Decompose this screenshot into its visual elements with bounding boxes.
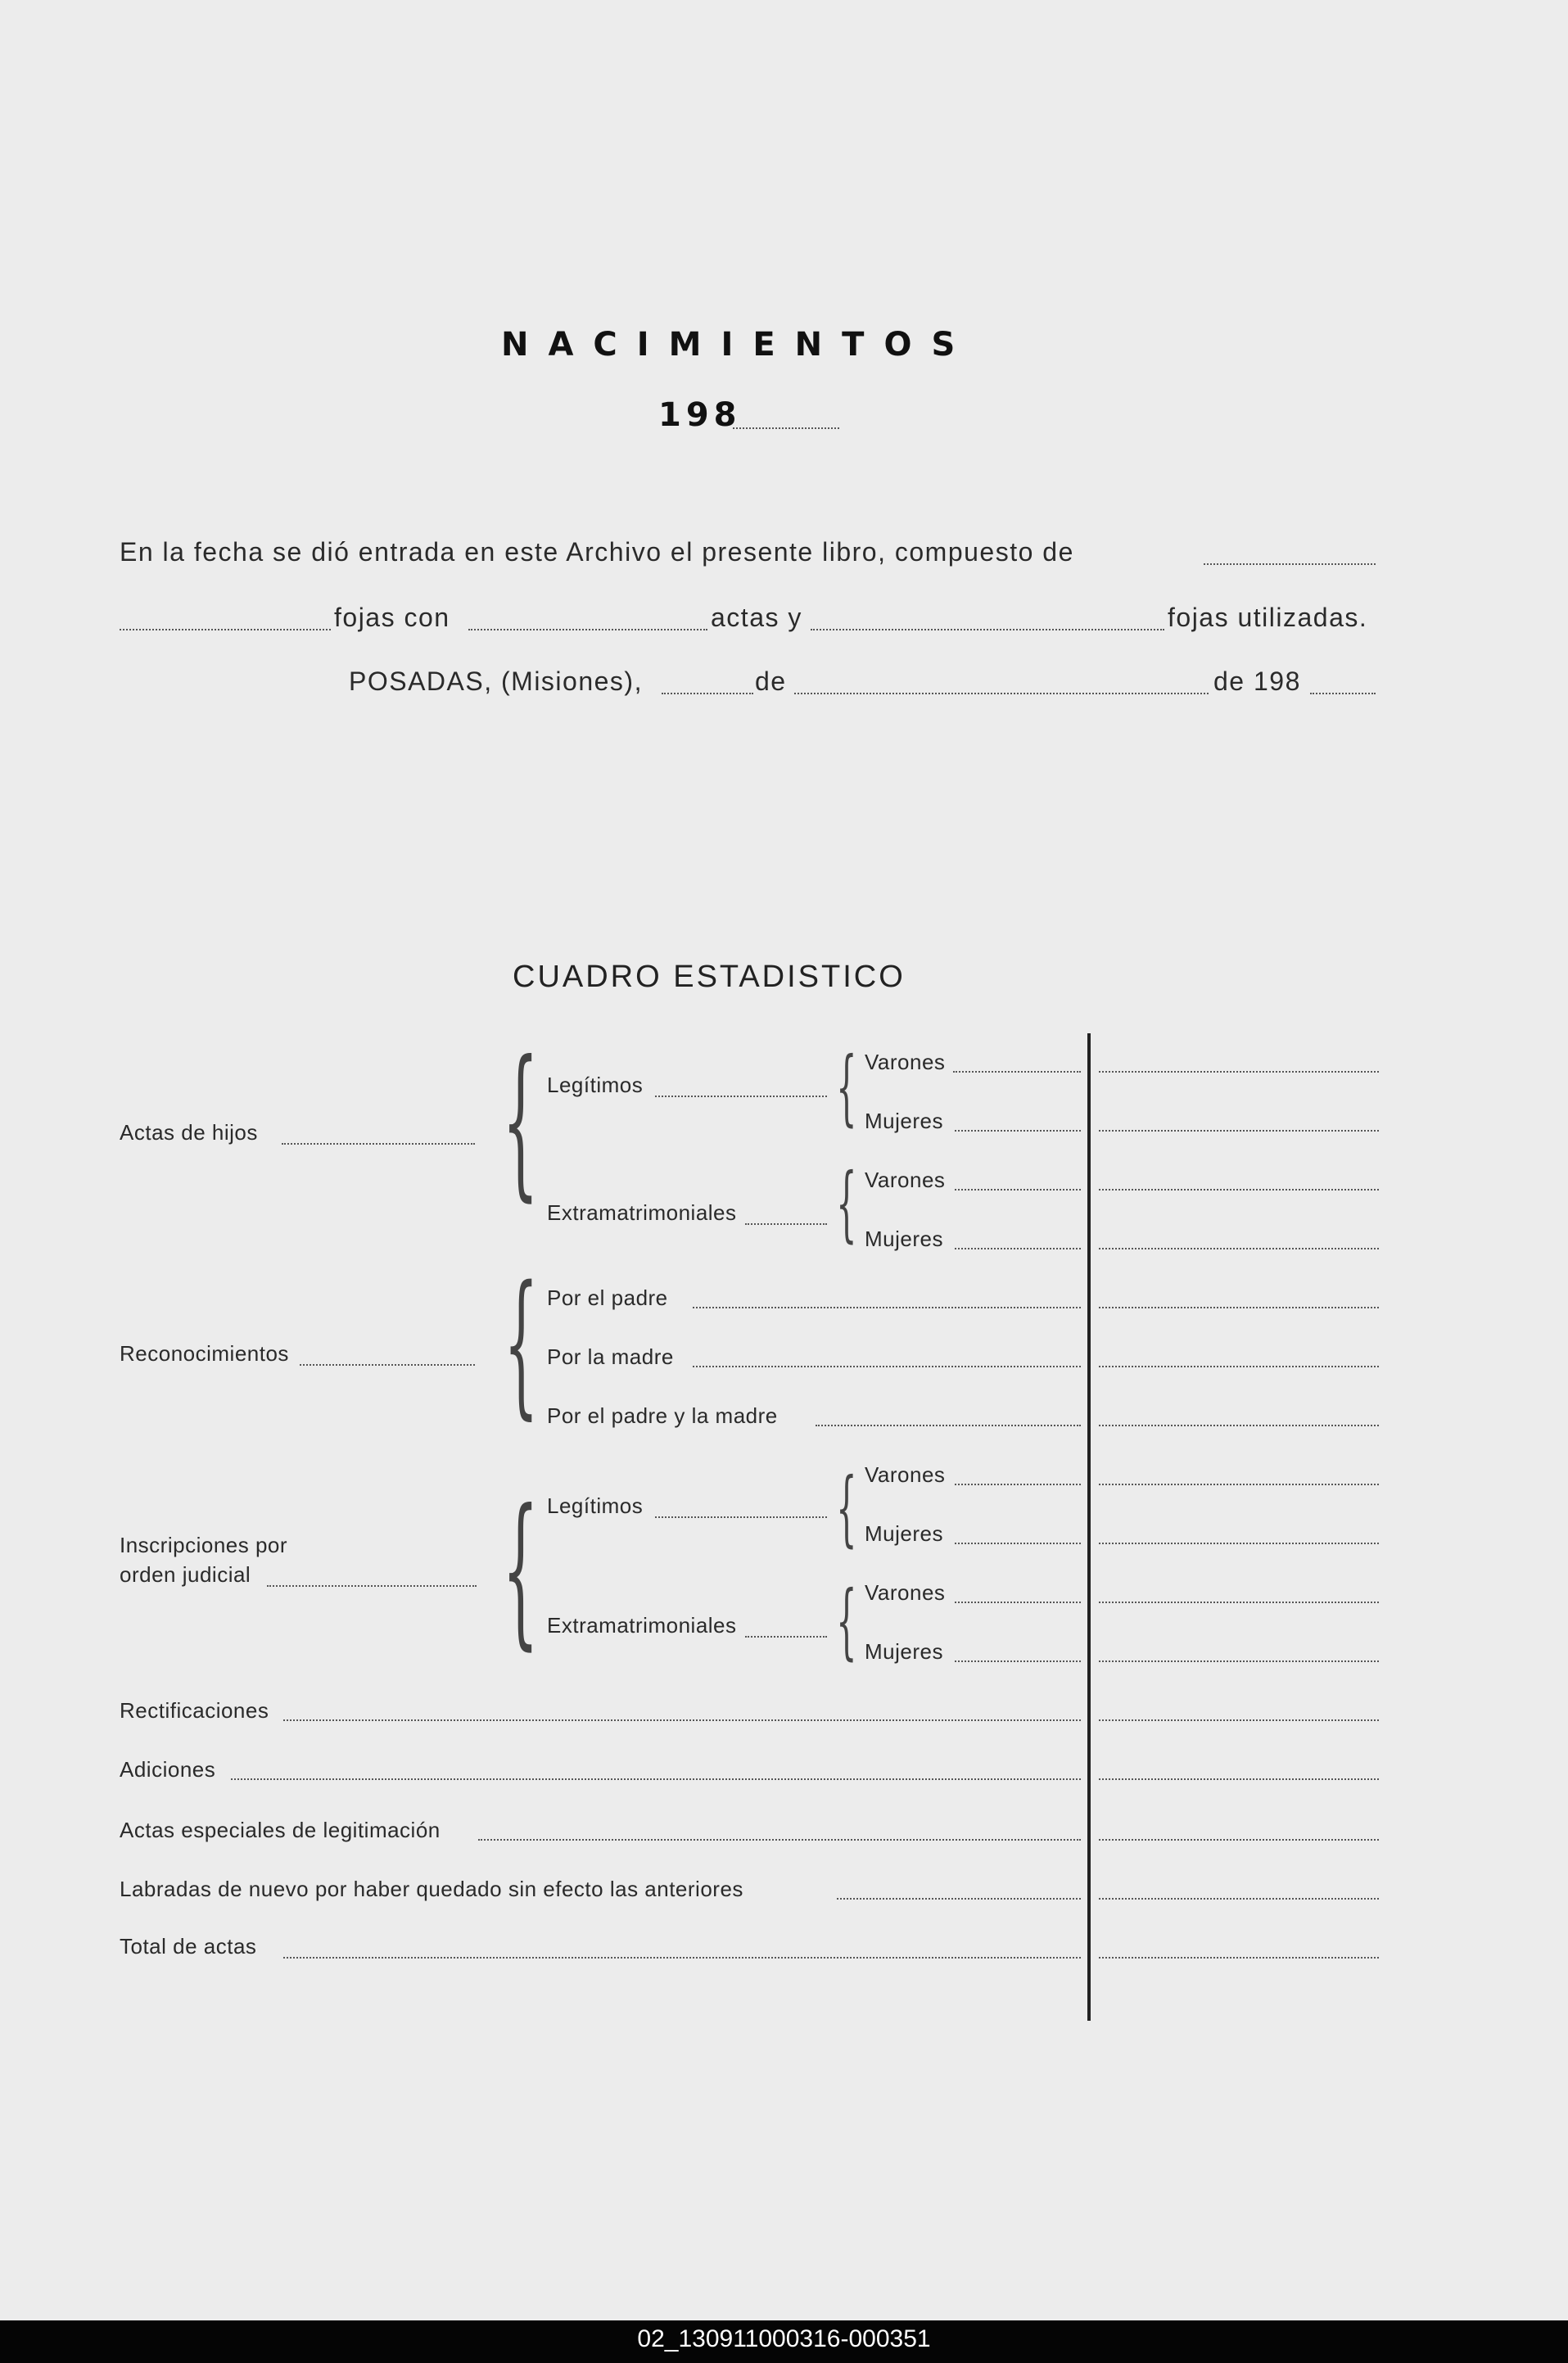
intro-blank-fojas — [120, 629, 331, 630]
reconocimientos-leader — [300, 1364, 475, 1366]
actas-especiales-label: Actas especiales de legitimación — [120, 1818, 441, 1842]
actas-especiales-leader — [478, 1839, 1081, 1841]
por-el-padre-y-la-madre-label: Por el padre y la madre — [547, 1403, 778, 1428]
cuadro-title: CUADRO ESTADISTICO — [513, 960, 906, 994]
mujeres-value-line — [1099, 1543, 1379, 1544]
extramatrimoniales-leader — [745, 1636, 827, 1638]
total-leader — [283, 1957, 1081, 1959]
footer-code: 02_130911000316-000351 — [637, 2325, 931, 2352]
mujeres-label: Mujeres — [865, 1227, 943, 1251]
reconocimientos-label: Reconocimientos — [120, 1341, 289, 1366]
extramatrimoniales-label: Extramatrimoniales — [547, 1200, 737, 1225]
intro-line-1: En la fecha se dió entrada en este Archivo el presente libro, compuesto de — [120, 537, 1074, 567]
por-el-padre-y-la-madre-value-line — [1099, 1425, 1379, 1426]
adiciones-value-line — [1099, 1778, 1379, 1780]
adiciones-label: Adiciones — [120, 1757, 216, 1782]
varones-leader — [955, 1484, 1081, 1485]
varones-value-line — [1099, 1602, 1379, 1603]
mujeres-leader — [955, 1660, 1081, 1662]
reconocimientos-brace: { — [504, 1253, 539, 1434]
year-blank — [733, 427, 839, 429]
legitimos-brace: { — [836, 1039, 857, 1135]
varones-leader — [953, 1071, 1081, 1073]
rectificaciones-value-line — [1099, 1719, 1379, 1721]
legitimos-leader — [655, 1096, 827, 1097]
mujeres-label: Mujeres — [865, 1521, 943, 1546]
labradas-label: Labradas de nuevo por haber quedado sin efecto las anteriores — [120, 1877, 743, 1901]
actas-especiales-value-line — [1099, 1839, 1379, 1841]
mujeres-value-line — [1099, 1248, 1379, 1249]
mujeres-value-line — [1099, 1660, 1379, 1662]
extramatrimoniales-brace: { — [836, 1573, 857, 1669]
por-el-padre-value-line — [1099, 1307, 1379, 1308]
rectificaciones-label: Rectificaciones — [120, 1698, 269, 1723]
mujeres-label: Mujeres — [865, 1639, 943, 1664]
de-198-label: de 198 — [1213, 666, 1301, 696]
intro-blank-day — [662, 693, 753, 694]
por-el-padre-label: Por el padre — [547, 1285, 668, 1310]
legitimos-label: Legítimos — [547, 1493, 644, 1518]
intro-blank-utilizadas — [811, 629, 1164, 630]
actas-de-hijos-leader — [282, 1143, 475, 1145]
por-el-padre-y-la-madre-leader — [816, 1425, 1081, 1426]
varones-label: Varones — [865, 1580, 946, 1605]
por-la-madre-value-line — [1099, 1366, 1379, 1367]
inscripciones-leader — [267, 1585, 477, 1587]
fojas-con-label: fojas con — [334, 603, 450, 632]
mujeres-leader — [955, 1248, 1081, 1249]
por-la-madre-label: Por la madre — [547, 1344, 674, 1369]
posadas-label: POSADAS, (Misiones), — [349, 666, 643, 696]
footer-bar — [0, 2320, 1568, 2363]
mujeres-label: Mujeres — [865, 1109, 943, 1133]
actas-y-label: actas y — [711, 603, 802, 632]
varones-leader — [955, 1602, 1081, 1603]
fojas-utilizadas-label: fojas utilizadas. — [1168, 603, 1368, 632]
de-label: de — [755, 666, 787, 696]
por-la-madre-leader — [693, 1366, 1081, 1367]
extramatrimoniales-brace: { — [836, 1155, 857, 1251]
legitimos-label: Legítimos — [547, 1073, 644, 1097]
mujeres-leader — [955, 1130, 1081, 1132]
intro-blank-compuesto — [1204, 563, 1376, 565]
mujeres-value-line — [1099, 1130, 1379, 1132]
labradas-value-line — [1099, 1898, 1379, 1900]
varones-value-line — [1099, 1189, 1379, 1191]
inscripciones-label-1: Inscripciones por — [120, 1533, 288, 1557]
adiciones-leader — [231, 1778, 1081, 1780]
intro-blank-actas — [468, 629, 707, 630]
page-title: NACIMIENTOS — [501, 326, 975, 364]
actas-de-hijos-brace: { — [502, 1026, 539, 1217]
total-label: Total de actas — [120, 1934, 257, 1959]
varones-value-line — [1099, 1071, 1379, 1073]
varones-label: Varones — [865, 1050, 946, 1074]
inscripciones-brace: { — [502, 1475, 539, 1665]
inscripciones-label-2: orden judicial — [120, 1562, 251, 1587]
mujeres-leader — [955, 1543, 1081, 1544]
column-divider — [1087, 1033, 1091, 2021]
legitimos-brace: { — [836, 1460, 857, 1556]
intro-blank-year — [1310, 693, 1376, 694]
actas-de-hijos-label: Actas de hijos — [120, 1120, 258, 1145]
varones-value-line — [1099, 1484, 1379, 1485]
labradas-leader — [837, 1898, 1081, 1900]
varones-label: Varones — [865, 1168, 946, 1192]
rectificaciones-leader — [283, 1719, 1081, 1721]
year-label: 198 — [658, 396, 742, 434]
por-el-padre-leader — [693, 1307, 1081, 1308]
intro-blank-month — [794, 693, 1209, 694]
extramatrimoniales-leader — [745, 1223, 827, 1225]
total-value-line — [1099, 1957, 1379, 1959]
legitimos-leader — [655, 1516, 827, 1518]
varones-leader — [955, 1189, 1081, 1191]
varones-label: Varones — [865, 1462, 946, 1487]
extramatrimoniales-label: Extramatrimoniales — [547, 1613, 737, 1638]
